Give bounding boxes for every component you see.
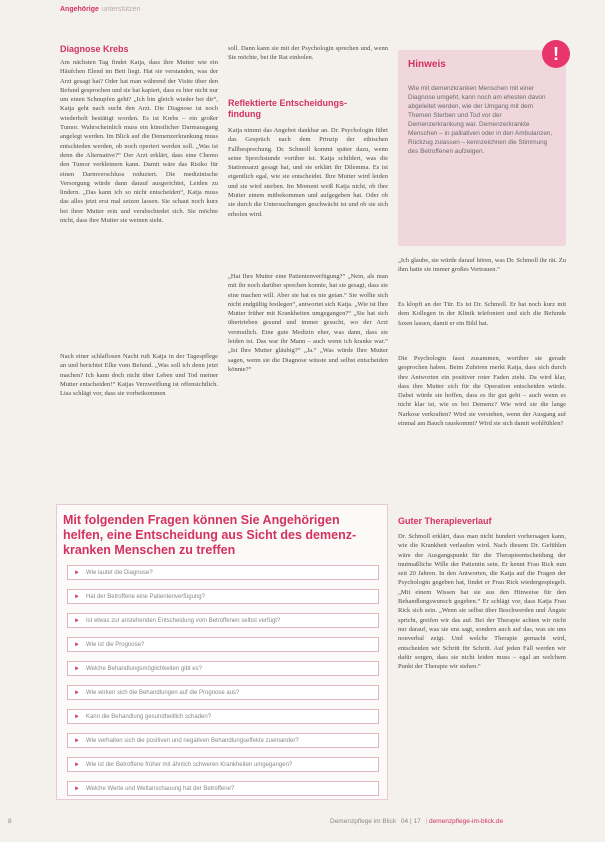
question-text: Wie wirken sich die Behandlungen auf die Prognose aus? <box>85 689 240 696</box>
arrow-right-icon: ► <box>74 641 80 648</box>
question-item <box>67 589 379 604</box>
section-header <box>60 6 140 13</box>
arrow-right-icon: ► <box>74 689 80 696</box>
right-paragraph-2: Die Psychologin fasst zusammen, worüber sie gerade gesprochen haben. Beim Zuhören merkt Katja, dass sich durch ihre Antworten ein positiver roter Faden zieht. Da wird klar, dass ihre Mutter sich für die Operation entscheiden würde. Dabei würde sie hoffen, dass es ihr gut geht – auch wenn es nicht klar ist, wie es bei Demenz? Wie wird sie die lange Narkose verkraften? Wird sie verstehen, wenn der Ausgang auf einmal am Bauch rauskommt? Wird sie sich damit wohlfühlen? <box>398 355 566 428</box>
arrow-right-icon: ► <box>74 593 80 600</box>
question-text: Wie ist der Betroffene früher mit ähnlich schweren Krankheiten umgegangen? <box>85 761 293 768</box>
left-paragraph-2: Nach einer schlaflosen Nacht ruft Katja in der Tagespflege an und berichtet Elke vom Befund. „Was soll ich denn jetzt machen? Ich kann doch nicht über Leben und Tod meiner Mutter entscheiden!“ Katjas Verzweiflung ist offensichtlich. Lisa schlägt vor, dass sie vorbeikommen <box>60 353 218 398</box>
right-paragraph-1: Es klopft an der Tür. Es ist Dr. Schmoll. Er hat noch kurz mit dem Kollegen in der Klinik telefoniert und sich die Befunde faxen lassen, damit er ein Bild hat. <box>398 301 566 327</box>
hinweis-box <box>398 50 566 246</box>
heading-reflektierte <box>228 98 347 120</box>
middle-paragraph-1: Katja nimmt das Angebot dankbar an. Dr. Psychologin führt das Gespräch nach dem Prinzip der ethischen Fallbesprechung. Dr. Schmoll kommt später dazu, wenn seine Sprechstunde vorüber ist. Katja schildert, was die Stationsarzt gesagt hat, und sie erklärt ihr Dilemma. Es ist eigentlich egal, wie sie entscheidet. Ihre Mutter wird leiden und sie wird sterben. Im Moment weiß Katja nicht, ob ihre Mutter einem mitbekommen und aufgegeben hat. Oder ob sie durch die Untersuchungen geschwächt ist und ob sie sich erholen wird. <box>228 127 388 218</box>
question-item <box>67 565 379 580</box>
question-item <box>67 661 379 676</box>
arrow-right-icon: ► <box>74 761 80 768</box>
question-item <box>67 613 379 628</box>
question-text: Wie lautet die Diagnose? <box>85 569 153 576</box>
question-text: Ist etwas zur anstehenden Entscheidung vom Betroffenen selbst verfügt? <box>85 617 281 624</box>
hinweis-title: Hinweis <box>408 59 446 70</box>
left-paragraph-1: Am nächsten Tag findet Katja, dass ihre Mutter wie ein Häufchen Elend im Bett liegt. Hat sie verstanden, was der Arzt gesagt hat? Oder hat man während der Visite über den Befund gesprochen und sie hat kapiert, dass es hier nicht nur um einen Schnupfen geht? „Ich bin gleich wieder bei dir“, Katja geht nach sucht den Arzt. Die Diagnose ist noch wiederholt bestätigt worden. Es ist Krebs – ein großer Tumor. Wahrscheinlich muss ein künstlicher Darmausgang angelegt werden. Im Blick auf die Demenzerkrankung muss entschieden werden, ob noch operiert werden soll. „Was ist denn die Alternative?“ Der Arzt erklärt, dass eine Chemo den Tumor verkleinern kann. Damit wäre das Risiko für einen Darmverschluss reduziert. Die medizinische Versorgung würde dann darauf ausgerichtet, Leiden zu lindern. „Das kann ich so nicht entscheiden“, Katja muss das alles jetzt erst mal setzen lassen. Sie schaut noch kurz bei ihrer Mutter rein und verabschiedet sich. Sie möchte nicht, dass ihre Mutter sie weinen sieht. <box>60 59 218 225</box>
question-item <box>67 709 379 724</box>
question-box-title <box>63 513 381 558</box>
page-number: 8 <box>8 818 12 825</box>
question-item <box>67 637 379 652</box>
exclamation-icon: ! <box>542 40 570 68</box>
middle-paragraph-2: „Hat Ihre Mutter eine Patientenverfügung?“ „Nein, als man mit ihr noch darüber sprechen konnte, hat sie gesagt, dass sie eine machen will. Aber sie hat es nie getan.“ Sie wollte sich nicht endgültig festlegen“, antwortet sich Katja. „Wie ist Ihre Mutter früher mit Krankheiten umgegangen?“ „Sie hat sich übertrieben gesund und immer gesucht, wo der Arzt vermutlich. Eine gute Medizin eher, was dann, dass sie leiden ist. Das war ihr Mann – auch wenn ich kranke war.“ „Ist Ihre Mutter gläubig?“ „Ja.“ „Was würde Ihre Mutter sagen, wenn sie die Diagnose wüsste und selbst entscheiden könnte?“ <box>228 273 388 373</box>
footer-issue: 04 | 17 <box>400 818 421 825</box>
question-text: Welche Behandlungsmöglichkeiten gibt es? <box>85 665 202 672</box>
question-list <box>67 565 379 796</box>
question-item <box>67 757 379 772</box>
question-title-line-1: Mit folgenden Fragen können Sie Angehörigen <box>63 513 340 527</box>
footer-website: demenzpflege-im-blick.de <box>429 818 504 825</box>
question-title-line-2: helfen, eine Entscheidung aus Sicht des demenz- <box>63 528 357 542</box>
subsection-label: unterstützen <box>101 6 141 13</box>
question-text: Hat der Betroffene eine Patientenverfügung? <box>85 593 205 600</box>
right-paragraph-3: Dr. Schmoll erklärt, dass man nicht hundert vorhersagen kann, wie die Krankheit verlaufen wird. Nach diesem Dr. Gefühlen wäre der Ausgangspunkt für die Therapieentscheidung der mutmaßliche Wille der Patientin sein. Er kennt Frau Rick nun seit 20 Jahren. In den Antworten, die Katja auf die Fragen der Psychologin gegeben hat, findet er Frau Rick wiedergespiegelt. „Mit einem Wissen hat sie aus den Hinweise für den Behandlungswunsch gegeben.“ Er schlägt vor, dass Katja Frau Rick sich sein. „Wenn sie selbst über Beschwerden und Ängste spricht, greifen wir das auf. Bei der Therapie achten wir nicht nur darauf, was sie uns sagt, sondern auch auf das, was sie uns nonverbal zeigt. Und welche Therapie gemacht wird, entscheiden wir Schritt für Schritt. Auf jeden Fall werden wir dafür sorgen, dass sie nicht leiden muss – egal an welchem Punkt der Therapie wir stehen.“ <box>398 533 566 671</box>
question-box <box>56 504 388 800</box>
arrow-right-icon: ► <box>74 785 80 792</box>
question-text: Wie verhalten sich die positiven und negativen Behandlungseffekte zueinander? <box>85 737 299 744</box>
heading-line-1: Reflektierte Entscheidungs- <box>228 98 348 108</box>
question-text: Kann die Behandlung gesundheitlich schaden? <box>85 713 212 720</box>
hinweis-text: Wie mit demenzkranken Menschen mit einer Diagnose umgeht, kann noch am ehesten davon abgeleitet werden, wie der Umgang mit dem Themen Sterben und Tod vor der Demenzerkrankung war. Demenzerkrankte Menschen – in palliativen oder in den Ambulanzen, Rückzug zulassen – kennzeichnen die Stimmung des Betroffenen aufzeigen. <box>408 85 553 155</box>
arrow-right-icon: ► <box>74 713 80 720</box>
arrow-right-icon: ► <box>74 737 80 744</box>
heading-guter-therapieverlauf: Guter Therapieverlauf <box>398 516 492 526</box>
question-title-line-3: kranken Menschen zu treffen <box>63 543 236 557</box>
footer-publication-name: Demenzpflege im Blick <box>330 818 397 825</box>
arrow-right-icon: ► <box>74 569 80 576</box>
heading-line-2: findung <box>228 109 261 119</box>
section-label: Angehörige <box>60 6 99 13</box>
heading-diagnose-krebs: Diagnose Krebs <box>60 44 129 54</box>
question-item <box>67 685 379 700</box>
question-text: Wie ist die Prognose? <box>85 641 145 648</box>
right-quote: „Ich glaube, sie würde darauf hören, was Dr. Schmoll ihr rät. Zu ihm hatte sie immer großes Vertrauen.“ <box>398 257 566 274</box>
arrow-right-icon: ► <box>74 617 80 624</box>
question-item <box>67 733 379 748</box>
arrow-right-icon: ► <box>74 665 80 672</box>
question-item <box>67 781 379 796</box>
middle-intro: soll. Dann kann sie mit der Psychologin sprechen und, wenn Sie möchte, bei ihr Rat einholen. <box>228 45 388 62</box>
footer-publication: Demenzpflege im Blick 04 | 17 | demenzpflege-im-blick.de <box>330 818 504 825</box>
question-text: Welche Werte und Weltanschauung hat der Betroffene? <box>85 785 235 792</box>
